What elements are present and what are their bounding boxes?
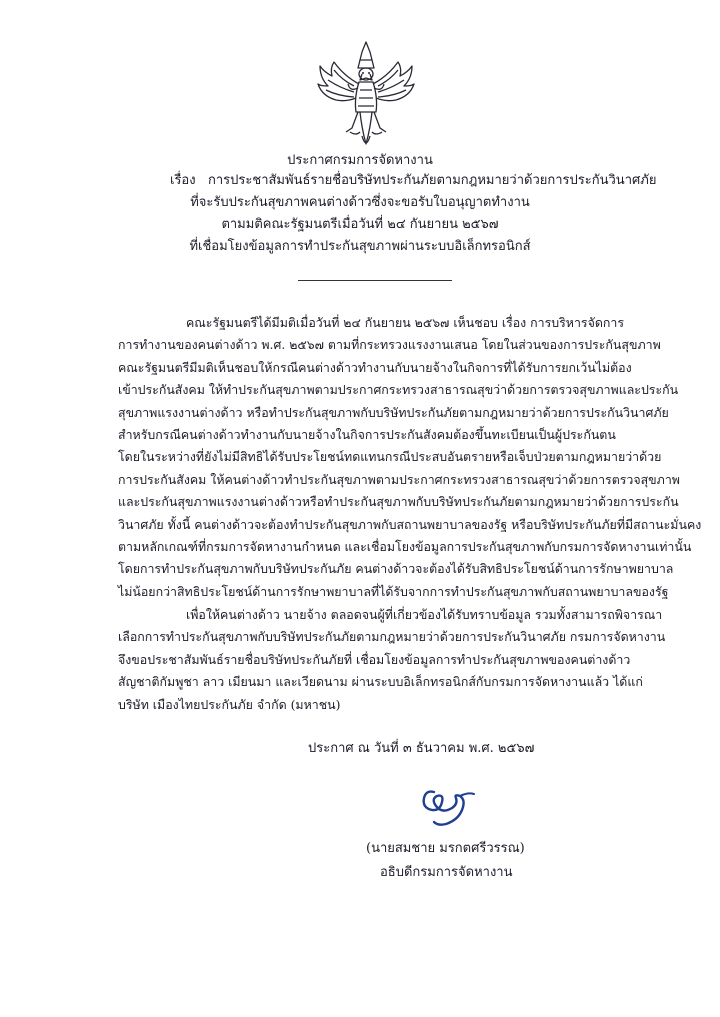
subject-text-line-3: ตามมติคณะรัฐมนตรีเมื่อวันที่ ๒๔ กันยายน ๒๕๖๗ [221,217,499,232]
signer-name: (นายสมชาย มรกตศรีวรรณ) [366,841,525,856]
paragraph-line: ไม่น้อยกว่าสิทธิประโยชน์ด้านการรักษาพยาบาลที่ได้รับจากการทำประกันสุขภาพกับสถานพยาบาลของรัฐ [118,583,669,599]
subject-first-line [170,172,656,190]
subject-text-line-4: ที่เชื่อมโยงข้อมูลการทำประกันสุขภาพผ่านระบบอิเล็กทรอนิกส์ [189,239,531,254]
paragraph-line: เลือกการทำประกันสุขภาพกับบริษัทประกันภัยตามกฎหมายว่าด้วยการประกันวินาศภัย กรมการจัดหางาน [118,629,666,645]
paragraph-line: โดยการทำประกันสุขภาพกับบริษัทประกันภัย คนต่างด้าวจะต้องได้รับสิทธิประโยชน์ด้านการรักษาพยาบาล [118,561,674,577]
body-paragraph-1 [118,312,702,603]
paragraph-line: วินาศภัย ทั้งนี้ คนต่างด้าวจะต้องทำประกันสุขภาพกับสถานพยาบาลของรัฐ หรือบริษัทประกันภัยที่มีสถานะมั่นคง [118,516,702,532]
paragraph-line: จึงขอประชาสัมพันธ์รายชื่อบริษัทประกันภัยที่ เชื่อมโยงข้อมูลการทำประกันสุขภาพของคนต่างด้าว [118,651,631,667]
paragraph-line: โดยในระหว่างที่ยังไม่มีสิทธิได้รับประโยชน์ทดแทนกรณีประสบอันตรายหรือเจ็บป่วยตามกฎหมายว่าด้วย [118,449,662,465]
paragraph-line: เพื่อให้คนต่างด้าว นายจ้าง ตลอดจนผู้ที่เกี่ยวข้องได้รับทราบข้อมูล รวมทั้งสามารถพิจารณา [186,607,663,622]
garuda-emblem-icon [316,40,416,152]
signer-title: อธิบดีกรมการจัดหางาน [380,865,513,880]
paragraph-line: สัญชาติกัมพูชา ลาว เมียนมา และเวียดนาม ผ่านระบบอิเล็กทรอนิกส์กับกรมการจัดหางานแล้ว ได้แก่ [118,674,643,690]
paragraph-line: สุขภาพแรงงานต่างด้าว หรือทำประกันสุขภาพกับบริษัทประกันภัยตามกฎหมายว่าด้วยการประกันวินาศภัย [118,404,669,420]
paragraph-line: สำหรับกรณีคนต่างด้าวทำงานกับนายจ้างในกิจการประกันสังคมต้องขึ้นทะเบียนเป็นผู้ประกันตน [118,427,616,443]
paragraph-line: การประกันสังคม ให้คนต่างด้าวทำประกันสุขภาพตามประกาศกระทรวงสาธารณสุขว่าด้วยการตรวจสุขภาพ [118,471,680,487]
subject-text-line-1: การประชาสัมพันธ์รายชื่อบริษัทประกันภัยตามกฎหมายว่าด้วยการประกันวินาศภัย [208,173,657,188]
body-paragraph-2 [118,604,666,716]
announcement-date: ประกาศ ณ วันที่ ๓ ธันวาคม พ.ศ. ๒๕๖๗ [308,741,535,756]
paragraph-line: การทำงานของคนต่างด้าว พ.ศ. ๒๕๖๗ ตามที่กระทรวงแรงงานเสนอ โดยในส่วนของการประกันสุขภาพ [118,337,661,353]
paragraph-line: ตามหลักเกณฑ์ที่กรมการจัดหางานกำหนด และเชื่อมโยงข้อมูลการประกันสุขภาพกับกรมการจัดหางานเท่านั้น [118,539,692,555]
paragraph-line: และประกันสุขภาพแรงงานต่างด้าวหรือทำประกันสุขภาพกับบริษัทประกันภัยตามกฎหมายว่าด้วยการประกัน [118,494,679,510]
paragraph-line: คณะรัฐมนตรีได้มีมติเมื่อวันที่ ๒๔ กันยายน ๒๕๖๗ เห็นชอบ เรื่อง การบริหารจัดการ [186,315,625,330]
announcement-title: ประกาศกรมการจัดหางาน [287,153,433,168]
divider-rule [298,280,452,281]
paragraph-line: เข้าประกันสังคม ให้ทำประกันสุขภาพตามประกาศกระทรวงสาธารณสุขว่าด้วยการตรวจสุขภาพและประกัน [118,382,679,398]
paragraph-line: บริษัท เมืองไทยประกันภัย จำกัด (มหาชน) [118,696,341,712]
subject-text-line-2: ที่จะรับประกันสุขภาพคนต่างด้าวซึ่งจะขอรับใบอนุญาตทำงาน [190,195,530,210]
subject-label: เรื่อง [170,173,196,188]
signature-mark-icon [404,778,484,834]
paragraph-line: คณะรัฐมนตรีมีมติเห็นชอบให้กรณีคนต่างด้าวทำงานกับนายจ้างในกิจการที่ได้รับการยกเว้นไม่ต้อง [118,359,632,375]
